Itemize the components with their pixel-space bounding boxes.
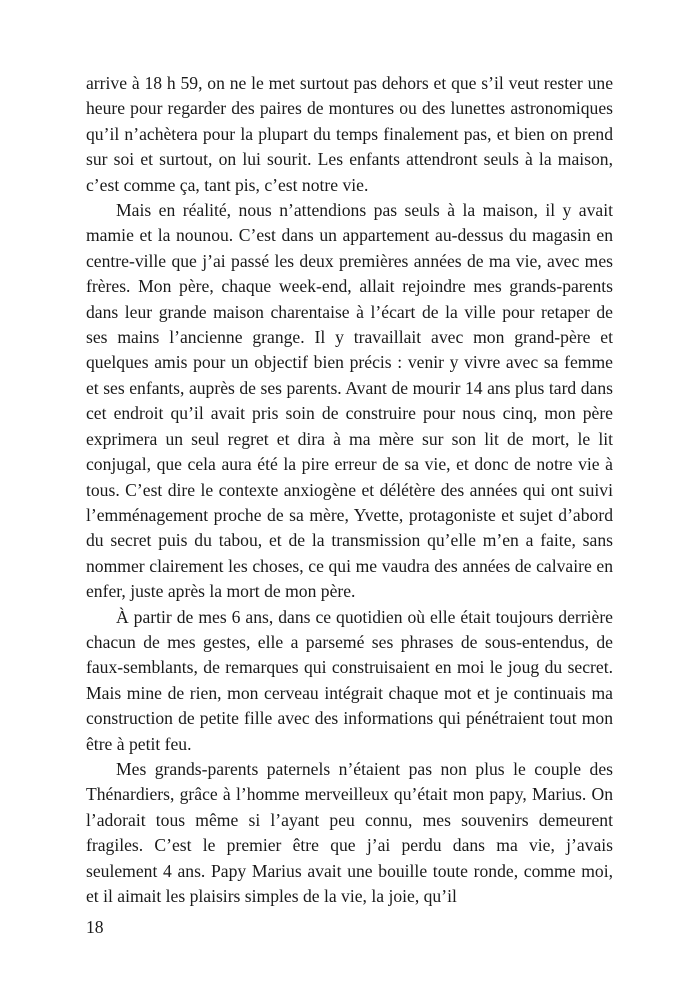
page-number: 18: [86, 917, 104, 937]
body-text: [86, 71, 613, 909]
paragraph: À partir de mes 6 ans, dans ce quotidien où elle était toujours derrière chacun de mes gestes, elle a parsemé ses phrases de sous-entendus, de faux-semblants, de remarques qui construisaient en moi le joug du secret. Mais mine de rien, mon cerveau intégrait chaque mot et je continuais ma construction de petite fille avec des informations qui pénétraient tout mon être à petit feu.: [86, 606, 613, 754]
paragraph: Mais en réalité, nous n’attendions pas seuls à la maison, il y avait mamie et la nounou. C’est dans un appartement au-dessus du magasin en centre-ville que j’ai passé les deux premières années de ma vie, avec mes frères. Mon père, chaque week-end, allait rejoindre mes grands-parents dans leur grande maison charentaise à l’écart de la ville pour retaper de ses mains l’ancienne grange. Il y travaillait avec mon grand-père et quelques amis pour un objectif bien précis : venir y vivre avec sa femme et ses enfants, auprès de ses parents. Avant de mourir 14 ans plus tard dans cet endroit qu’il avait pris soin de construire pour nous cinq, mon père exprimera un seul regret et dira à ma mère sur son lit de mort, le lit conjugal, que cela aura été la pire erreur de sa vie, et donc de notre vie à tous. C’est dire le contexte anxiogène et délétère des années qui ont suivi l’emménagement proche de sa mère, Yvette, protagoniste et sujet d’abord du secret puis du tabou, et de la transmission qu’elle m’en a faite, sans nommer clairement les choses, ce qui me vaudra des années de calvaire en enfer, juste après la mort de mon père.: [86, 200, 613, 602]
paragraph-continuation: arrive à 18 h 59, on ne le met surtout pas dehors et que s’il veut rester une heure pour regarder des paires de montures ou des lunettes astronomiques qu’il n’achètera pour la plupart du temps finalement pas, et bien on prend sur soi et surtout, on lui sourit. Les enfants attendront seuls à la maison, c’est comme ça, tant pis, c’est notre vie.: [86, 73, 613, 195]
paragraph: Mes grands-parents paternels n’étaient pas non plus le couple des Thénardiers, grâce à l’homme merveilleux qu’était mon papy, Marius. On l’adorait tous même si l’ayant peu connu, mes souvenirs demeurent fragiles. C’est le premier être que j’ai perdu dans ma vie, j’avais seulement 4 ans. Papy Marius avait une bouille toute ronde, comme moi, et il aimait les plaisirs simples de la vie, la joie, qu’il: [86, 758, 613, 906]
